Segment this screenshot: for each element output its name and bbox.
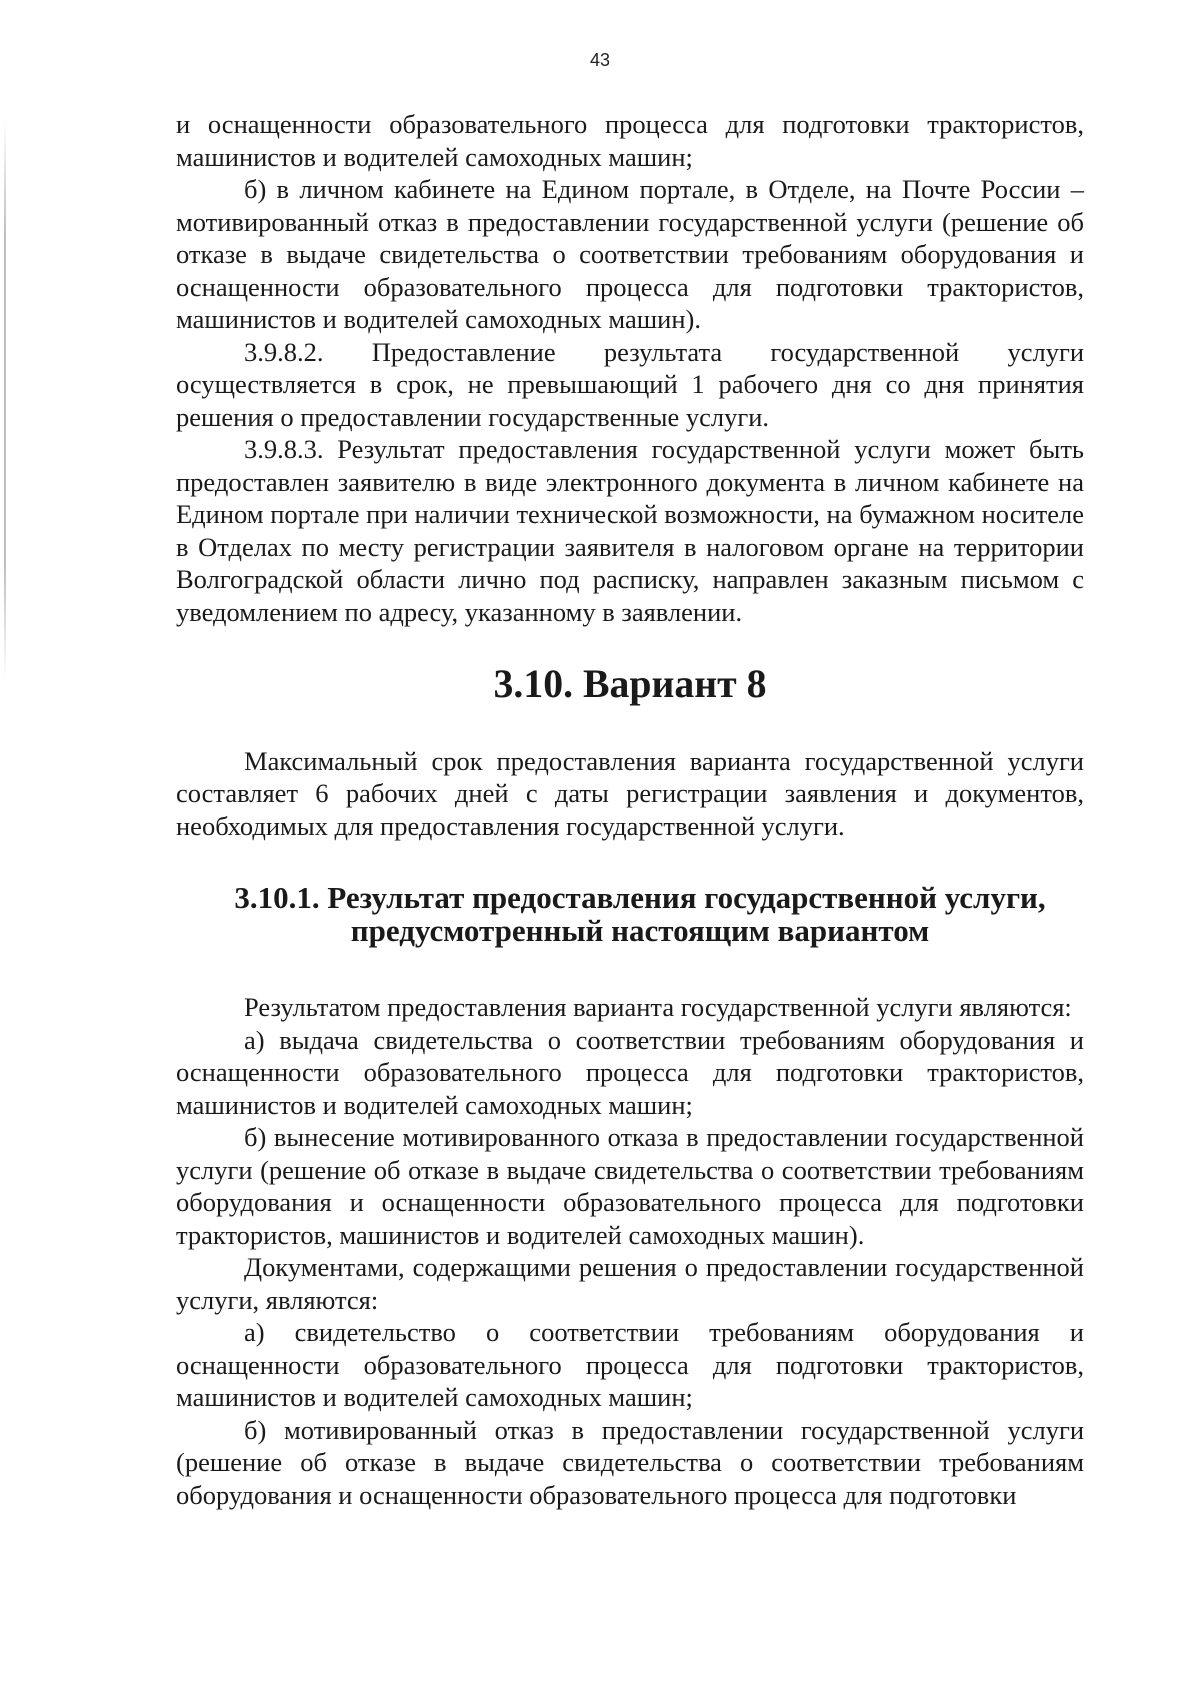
paragraph: 3.9.8.3. Результат предоставления государственной услуги может быть предоставлен заявителю в виде электронного документа в личном кабинете на Едином портале при наличии технической возможности, на бумажном носителе в Отделах по месту регистрации заявителя в налоговом органе на территории Волгоградской области лично под расписку, направлен заказным письмом с уведомлением по адресу, указанному в заявлении.: [176, 434, 1084, 627]
paragraph: а) свидетельство о соответствии требованиям оборудования и оснащенности образовательного процесса для подготовки трактористов, машинистов и водителей самоходных машин;: [176, 1317, 1084, 1412]
paragraph: и оснащенности образовательного процесса для подготовки трактористов, машинистов и водителей самоходных машин;: [176, 109, 1084, 172]
paragraph: Результатом предоставления варианта государственной услуги являются:: [244, 992, 1072, 1022]
top-section: [176, 108, 1084, 628]
heading-line: 3.10.1. Результат предоставления государственной услуги,: [234, 880, 1046, 915]
paragraph: Максимальный срок предоставления варианта государственной услуги составляет 6 рабочих дней с даты регистрации заявления и документов, необходимых для предоставления государственной услуги.: [176, 745, 1084, 841]
paragraph: б) мотивированный отказ в предоставлении государственной услуги (решение об отказе в выдаче свидетельства о соответствии требованиям оборудования и оснащенности образовательного процесса для подготовки: [176, 1414, 1084, 1510]
document-body: [176, 108, 1084, 1511]
page-number: 43: [589, 50, 611, 70]
paragraph: а) выдача свидетельства о соответствии требованиям оборудования и оснащенности образовательного процесса для подготовки трактористов, машинистов и водителей самоходных машин;: [176, 1024, 1084, 1120]
subsection-heading-result: [176, 882, 1084, 947]
paragraph: б) в личном кабинете на Едином портале, в Отделе, на Почте России – мотивированный отказ в предоставлении государственной услуги (решение об отказе в выдаче свидетельства о соответствии требованиям оборудования и оснащенности образовательного процесса для подготовки трактористов, машинистов и водителей самоходных машин).: [176, 174, 1084, 334]
paragraph: 3.9.8.2. Предоставление результата государственной услуги осуществляется в срок, не превышающий 1 рабочего дня со дня принятия решения о предоставлении государственные услуги.: [176, 336, 1084, 432]
paragraph: б) вынесение мотивированного отказа в предоставлении государственной услуги (решение об отказе в выдаче свидетельства о соответствии требованиям оборудования и оснащенности образовательного процесса для подготовки трактористов, машинистов и водителей самоходных машин).: [176, 1122, 1084, 1250]
section-heading-variant: 3.10. Вариант 8: [493, 662, 767, 706]
heading-line: предусмотренный настоящим вариантом: [350, 912, 930, 948]
scan-edge-shadow: [4, 120, 6, 680]
bottom-section: [176, 991, 1084, 1511]
paragraph: Документами, содержащими решения о предоставлении государственной услуги, являются:: [176, 1252, 1084, 1315]
